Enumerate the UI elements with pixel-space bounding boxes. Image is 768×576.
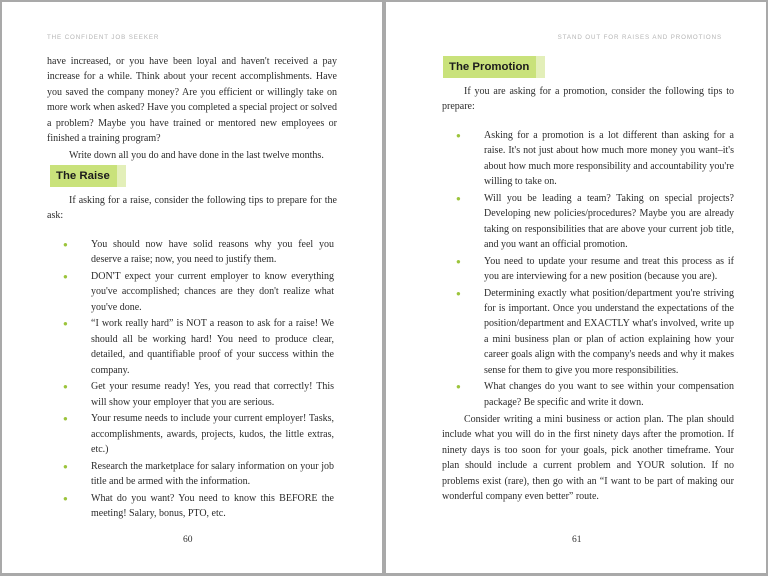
raise-tips-list bbox=[63, 237, 334, 523]
page-number: 60 bbox=[183, 535, 193, 545]
list-item: ● You should now have solid reasons why you feel you deserve a raise; now, you need to justify them. bbox=[63, 239, 334, 266]
list-item: ● What changes do you want to see within your compensation package? Be specific and write it down. bbox=[456, 381, 734, 408]
list-item: ● DON'T expect your current employer to know everything you've accomplished; chances are they don't realize what you've done. bbox=[63, 271, 334, 313]
list-item: ● Asking for a promotion is a lot different than asking for a raise. It's not just about how much more money you want–it's about how much more responsibility and accountability you're willing to take on. bbox=[456, 130, 734, 188]
intro-paragraph: have increased, or you have been loyal and haven't received a pay increase for a while. Think about your recent accomplishments. Have you saved the company money? Are you efficient or willingly take on more work when asked? Have you completed a special project or solved a problem? Maybe you have trained or mentored new employees or finished a training program? bbox=[47, 56, 337, 145]
bullet-icon: ● bbox=[456, 288, 461, 298]
bullet-icon: ● bbox=[63, 493, 68, 503]
bullet-icon: ● bbox=[63, 461, 68, 471]
bullet-icon: ● bbox=[63, 414, 68, 424]
left-page bbox=[2, 2, 382, 573]
bullet-icon: ● bbox=[63, 272, 68, 281]
closing-text bbox=[442, 412, 734, 504]
write-down-paragraph: Write down all you do and have done in the last twelve months. bbox=[69, 150, 324, 162]
section-heading-promotion: The Promotion bbox=[443, 56, 536, 78]
list-item: ● Get your resume ready! Yes, you read that correctly! This will show your employer that you are serious. bbox=[63, 381, 334, 408]
bullet-icon: ● bbox=[63, 382, 68, 392]
page-number: 61 bbox=[572, 535, 582, 545]
running-head: THE CONFIDENT JOB SEEKER bbox=[47, 34, 160, 41]
lead-in-text: If asking for a raise, consider the following tips to prepare for the ask: bbox=[47, 195, 337, 222]
list-item: ● Research the marketplace for salary information on your job title and be armed with the information. bbox=[63, 460, 334, 488]
bullet-icon: ● bbox=[456, 256, 461, 266]
closing-paragraph: Consider writing a mini business or action plan. The plan should include what you will do in the first ninety days after the promotion. If ninety days is too soon for your goals, pick another timeframe. Your plan should include a current problem and YOUR solution. If no problems exist (rare), then go with an “I want to be part of making our wonderful company even better” route. bbox=[442, 414, 734, 503]
promotion-tips-list bbox=[456, 128, 734, 411]
bullet-icon: ● bbox=[63, 240, 68, 249]
right-page bbox=[386, 2, 766, 573]
section-heading-raise: The Raise bbox=[50, 165, 117, 187]
bullet-icon: ● bbox=[63, 319, 68, 329]
bullet-icon: ● bbox=[456, 382, 461, 392]
list-item: ● Determining exactly what position/department you're striving for is important. Once you understand the expectations of the position/department and EXACTLY what's involved, write up a mini business plan or plan of action explaining how your career goals align with the company's needs and why it makes sense for them to give you more responsibilities. bbox=[456, 287, 734, 376]
bullet-icon: ● bbox=[456, 193, 461, 203]
list-item: ● You need to update your resume and treat this process as if you are interviewing for a new position (because you are). bbox=[456, 255, 734, 283]
list-item: ● Your resume needs to include your current employer! Tasks, accomplishments, awards, projects, kudos, the little extras, etc.) bbox=[63, 413, 334, 456]
list-item: ● “I work really hard” is NOT a reason to ask for a raise! We should all be working hard! You need to produce clear, detailed, and quantifiable proof of your success within the company. bbox=[63, 318, 334, 376]
running-head: STAND OUT FOR RAISES AND PROMOTIONS bbox=[557, 34, 722, 41]
raise-lead-in bbox=[47, 193, 337, 224]
promotion-lead-in bbox=[442, 84, 734, 115]
lead-in-text: If you are asking for a promotion, consider the following tips to prepare: bbox=[442, 86, 734, 113]
body-text bbox=[47, 54, 337, 164]
list-item: ● Will you be leading a team? Taking on special projects? Developing new policies/procedures? Maybe you are already taking on responsibilities that are above your current job title, and you want an official promotion. bbox=[456, 192, 734, 251]
list-item: ● What do you want? You need to know this BEFORE the meeting! Salary, bonus, PTO, etc. bbox=[63, 492, 334, 520]
bullet-icon: ● bbox=[456, 131, 461, 140]
